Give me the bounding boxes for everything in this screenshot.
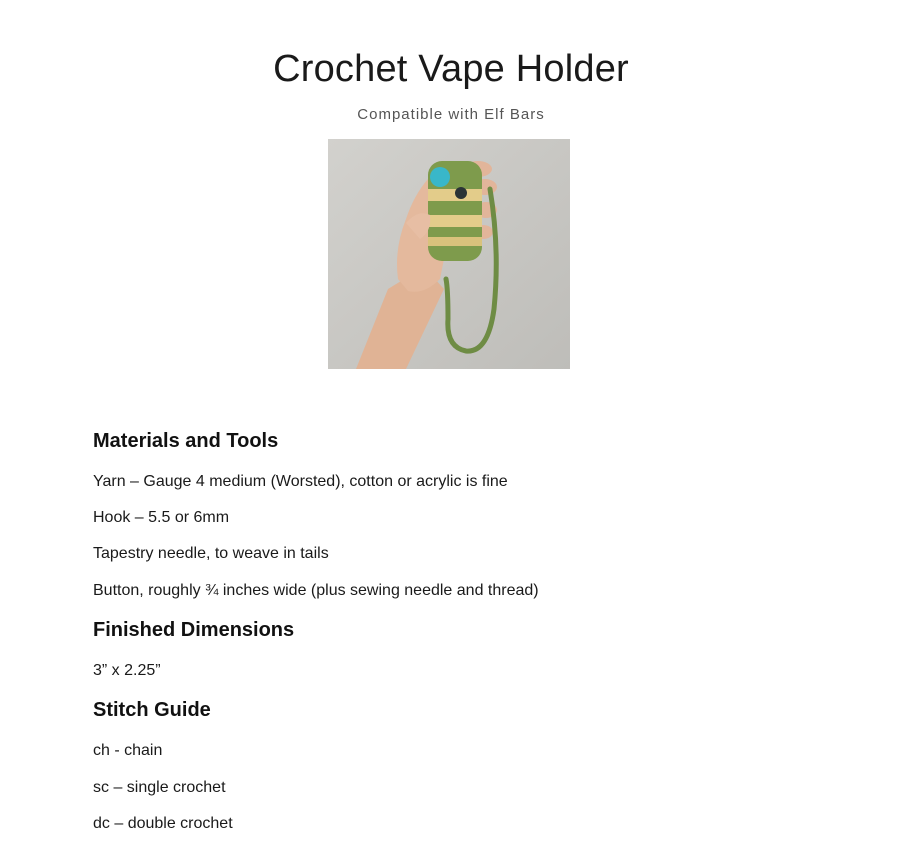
stitch-item-ch: ch - chain (93, 742, 163, 759)
dimensions-heading: Finished Dimensions (93, 619, 295, 641)
button (455, 187, 467, 199)
materials-item-hook: Hook – 5.5 or 6mm (93, 509, 230, 526)
stitch-guide-heading: Stitch Guide (93, 699, 211, 721)
document-title: Crochet Vape Holder (273, 48, 629, 90)
dimensions-value: 3” x 2.25” (93, 662, 161, 679)
stitch-item-dc: dc – double crochet (93, 815, 233, 832)
crochet-vape-holder-photo (328, 139, 570, 369)
materials-item-button: Button, roughly ¾ inches wide (plus sewing needle and thread) (93, 582, 539, 599)
document-subtitle: Compatible with Elf Bars (357, 106, 545, 123)
materials-heading: Materials and Tools (93, 430, 279, 452)
teal-bead (430, 167, 450, 187)
materials-item-yarn: Yarn – Gauge 4 medium (Worsted), cotton or acrylic is fine (93, 473, 508, 490)
stitch-item-sc: sc – single crochet (93, 779, 226, 796)
materials-item-needle: Tapestry needle, to weave in tails (93, 545, 329, 562)
